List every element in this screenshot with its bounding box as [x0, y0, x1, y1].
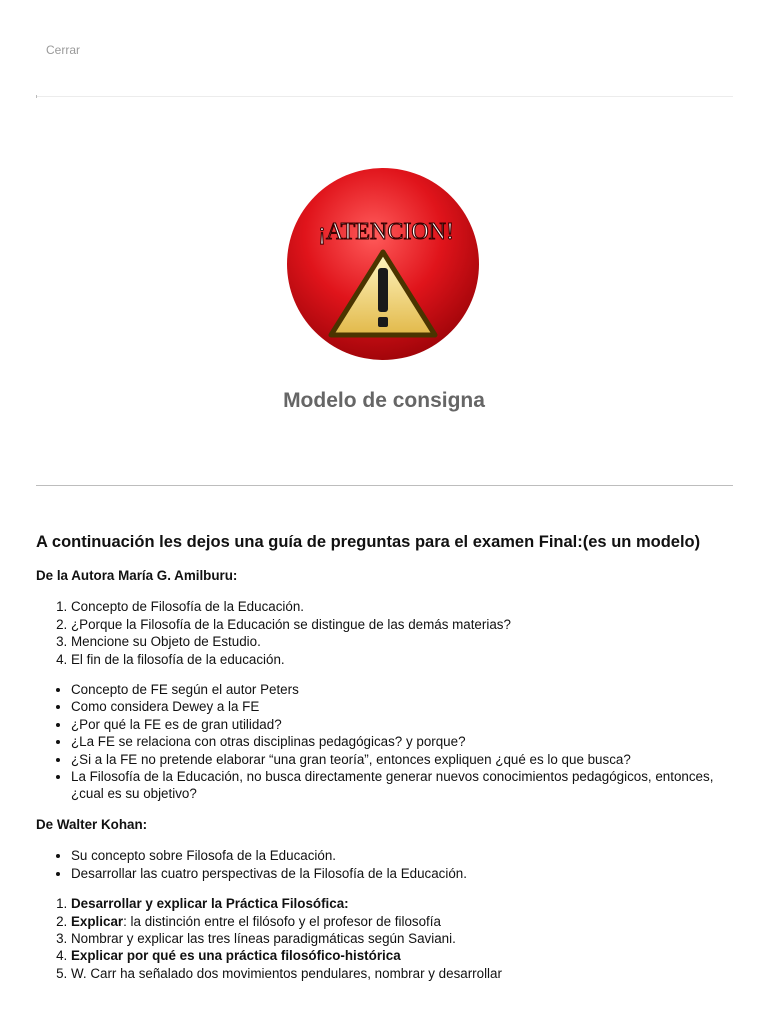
- list-item: 3. Nombrar y explicar las tres líneas paradigmáticas según Saviani.: [71, 930, 736, 947]
- list-item-text: : la distinción entre el filósofo y el profesor de filosofía: [123, 913, 441, 929]
- list-item: • Su concepto sobre Filosofa de la Educación.: [71, 847, 736, 864]
- section-heading-kohan: De Walter Kohan:: [36, 816, 148, 832]
- kohan-ordered-list: [36, 895, 736, 982]
- amilburu-ordered-list: [36, 598, 736, 668]
- intro-heading: A continuación les dejos una guía de preguntas para el examen Final:(es un modelo): [36, 533, 701, 551]
- amilburu-bullet-list: [36, 681, 736, 803]
- list-item: 3. Mencione su Objeto de Estudio.: [71, 633, 736, 650]
- list-item-bold: Explicar: [71, 913, 124, 929]
- page-title: Modelo de consigna: [283, 389, 485, 412]
- header-divider: [36, 96, 733, 97]
- list-item: • ¿Por qué la FE es de gran utilidad?: [71, 716, 736, 733]
- list-item-text: Explicar por qué es una práctica filosófico-histórica: [71, 948, 401, 964]
- list-item: 4. El fin de la filosofía de la educación.: [71, 651, 736, 668]
- list-item: • Concepto de FE según el autor Peters: [71, 681, 736, 698]
- divider-mark: [36, 95, 37, 98]
- list-item: 1. Concepto de Filosofía de la Educación.: [71, 598, 736, 615]
- section-heading-amilburu: De la Autora María G. Amilburu:: [36, 568, 238, 583]
- close-link[interactable]: Cerrar: [46, 43, 81, 57]
- list-item: [71, 913, 736, 930]
- list-item: [71, 947, 736, 964]
- title-divider: [36, 485, 733, 486]
- post-body: [36, 531, 736, 995]
- list-item: [71, 895, 736, 912]
- list-item: • ¿Si a la FE no pretende elaborar “una gran teoría”, entonces expliquen ¿qué es lo que busca?: [71, 751, 736, 768]
- warning-icon: [283, 160, 486, 368]
- list-item-text: Desarrollar y explicar la Práctica Filosófica:: [71, 896, 349, 912]
- kohan-bullet-list: [36, 847, 736, 882]
- list-item: 5. W. Carr ha señalado dos movimientos pendulares, nombrar y desarrollar: [71, 965, 736, 982]
- list-item: • Como considera Dewey a la FE: [71, 698, 736, 715]
- list-item: 2. ¿Porque la Filosofía de la Educación se distingue de las demás materias?: [71, 616, 736, 633]
- list-item: • ¿La FE se relaciona con otras disciplinas pedagógicas? y porque?: [71, 733, 736, 750]
- warning-badge-text: ¡ATENCION!: [318, 219, 454, 245]
- list-item: • La Filosofía de la Educación, no busca directamente generar nuevos conocimientos pedagógicos, entonces, ¿cual es su objetivo?: [71, 768, 736, 803]
- list-item: • Desarrollar las cuatro perspectivas de la Filosofía de la Educación.: [71, 865, 736, 882]
